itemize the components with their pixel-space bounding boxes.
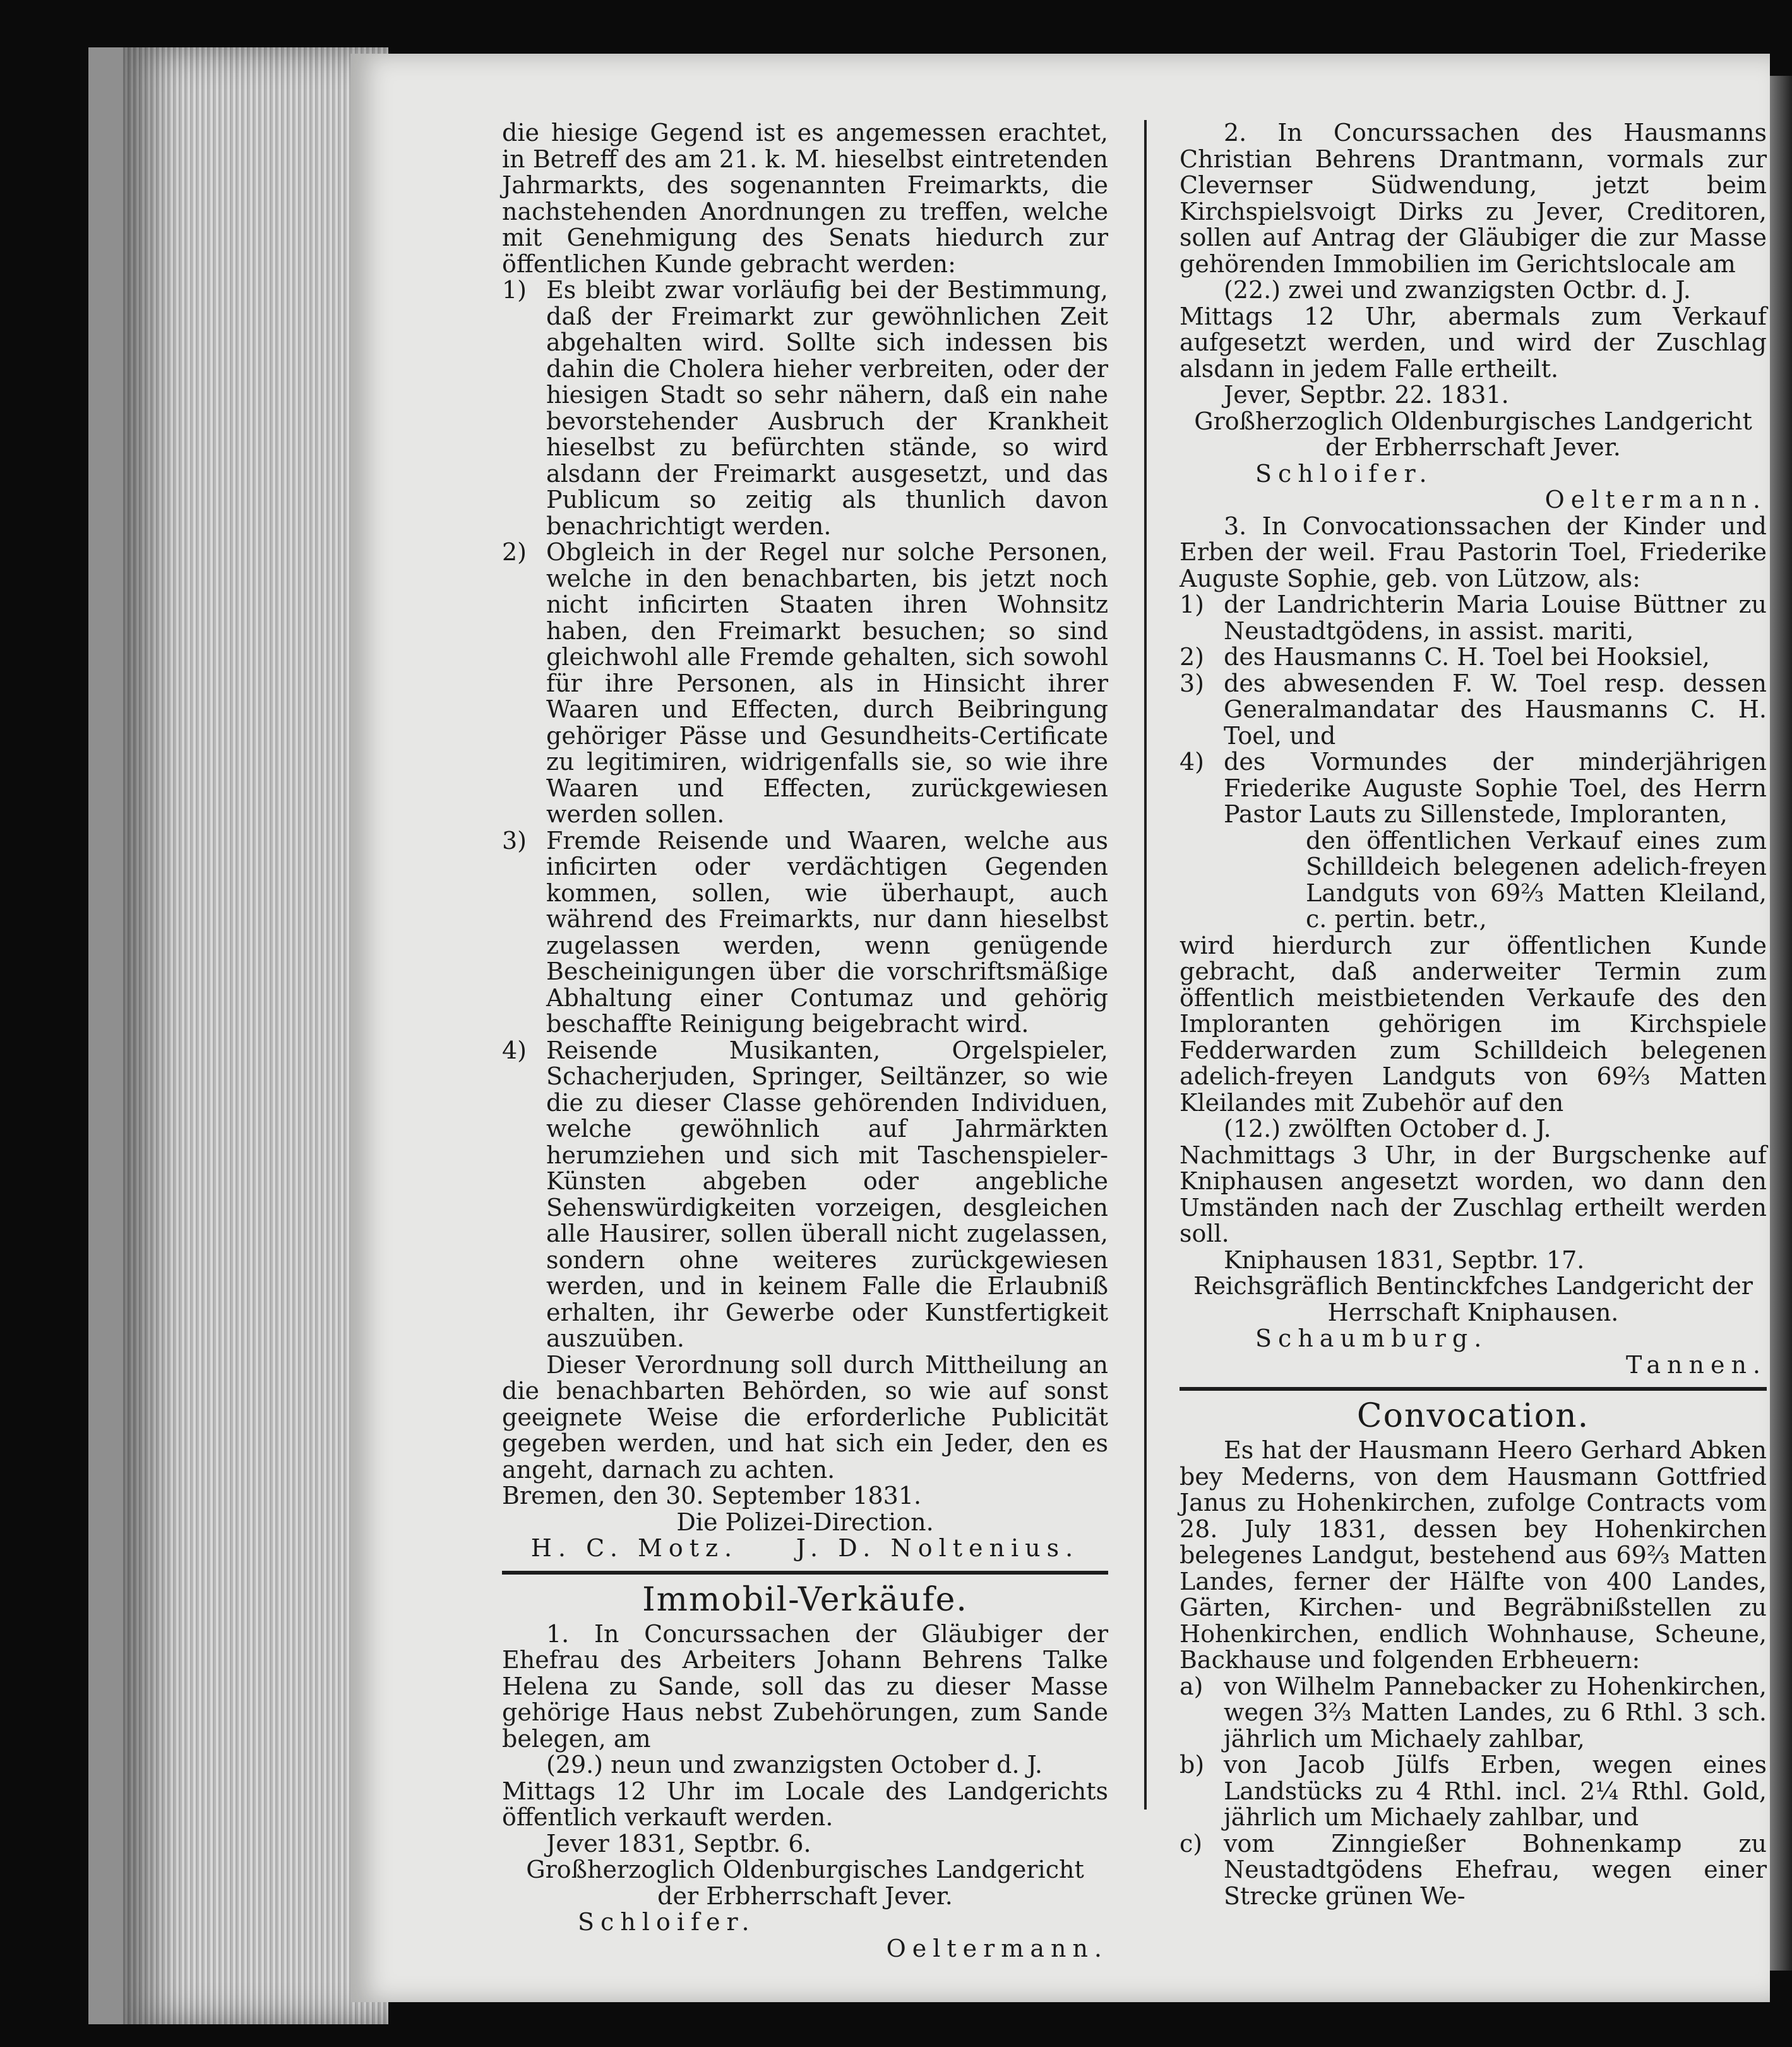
item-text: der Landrichterin Maria Louise Büttner zu Neustadtgödens, in assist. mariti,: [1224, 591, 1767, 645]
item-number: 2): [502, 538, 527, 566]
signatory: Oeltermann.: [1544, 486, 1767, 513]
item-text: vom Zinngießer Bohnenkamp zu Neustadtgödens Ehefrau, wegen einer Strecke grünen We-: [1224, 1829, 1767, 1910]
list-item: [502, 539, 1108, 828]
item-text: von Wilhelm Pannebacker zu Hohenkirchen, wegen 3⅔ Matten Landes, zu 6 Rthl. 3 sch. jährlich um Michaely zahlbar,: [1224, 1672, 1767, 1753]
signatory: Schloifer.: [1255, 459, 1433, 488]
list-item: [502, 1038, 1108, 1352]
notice-after-text: wird hierdurch zur öffentlichen Kunde gebracht, daß anderweiter Termin zum öffentlich meistbietenden Verkaufe des den Imploranten gehörigen im Kirchspiele Fedderwarden zum Schilldeich belegenen adelich-freyen Landguts von 69⅔ Matten Kleilandes mit Zubehör auf den: [1180, 931, 1767, 1117]
notice-object: den öffentlichen Verkauf eines zum Schilldeich belegenen adelich-freyen Landguts von 69⅔ Matten Kleiland, c. pertin. betr.,: [1306, 826, 1767, 933]
notice-date-line: (22.) zwei und zwanzigsten Octbr. d. J.: [1224, 276, 1691, 304]
signatory: Schaumburg.: [1255, 1324, 1488, 1352]
list-item: [1180, 1752, 1767, 1831]
section-title: Convocation.: [1356, 1397, 1590, 1435]
notice-place-date: Kniphausen 1831, Septbr. 17.: [1224, 1246, 1585, 1274]
item-text: Es bleibt zwar vorläufig bei der Bestimmung, daß der Freimarkt zur gewöhnlichen Zeit abgehalten wird. Sollte sich indessen bis dahin die Cholera hieher verbreiten, oder der hiesigen Stadt so sehr nähern, daß ein nahe bevorstehender Ausbruch der Krankheit hieselbst zu befürchten stände, so wird alsdann der Freimarkt ausgesetzt, und das Publicum so zeitig als thunlich davon benachrichtigt werden.: [546, 276, 1108, 540]
item-number: c): [1180, 1829, 1203, 1858]
facing-page-edge: [1770, 76, 1792, 1971]
section-divider: [1180, 1387, 1767, 1391]
section-divider: [502, 1571, 1108, 1575]
court-name: Reichsgräflich Bentinckfches Landgericht der Herrschaft Kniphausen.: [1193, 1272, 1753, 1326]
item-text: des Vormundes der minderjährigen Friederike Auguste Sophie Toel, des Herrn Pastor Lauts zu Sillenstede, Imploranten,: [1224, 748, 1767, 828]
list-item: [1180, 1831, 1767, 1910]
notice-text: 3. In Convocationssachen der Kinder und Erben der weil. Frau Pastorin Toel, Friederike Auguste Sophie, geb. von Lützow, als:: [1180, 512, 1767, 592]
list-item: [1180, 1674, 1767, 1753]
convocation-text: Es hat der Hausmann Heero Gerhard Abken bey Mederns, von dem Hausmann Gottfried Janus zu Hohenkirchen, zufolge Contracts vom 28. July 1831, dessen bey Hohenkirchen belegenes Landgut, bestehend aus 69⅔ Matten Landes, ferner der Hälfte von 400 Landes, Gärten, Kirchen- und Begräbnißstellen zu Hohenkirchen, endlich Wohnhause, Scheune, Backhause und folgenden Erbheuern:: [1180, 1436, 1767, 1674]
column-divider: [1144, 120, 1147, 1810]
section-title: Immobil-Verkäufe.: [642, 1580, 968, 1619]
notice-text: 1. In Concurssachen der Gläubiger der Ehefrau des Arbeiters Johann Behrens Talke Helena zu Sande, soll das zu dieser Masse gehörige Haus nebst Zubehörungen, zum Sande belegen, am: [502, 1619, 1108, 1753]
item-number: 2): [1180, 643, 1205, 671]
court-name: Großherzoglich Oldenburgisches Landgericht der Erbherrschaft Jever.: [526, 1856, 1084, 1910]
closing-paragraph: Dieser Verordnung soll durch Mittheilung an die benachbarten Behörden, so wie auf sonst geeignete Weise die erforderliche Publicität gegeben werden, und hat sich ein Jeder, den es angeht, darnach zu achten.: [502, 1350, 1108, 1484]
signatory: Oeltermann.: [886, 1934, 1108, 1962]
notice-after-text: Mittags 12 Uhr, abermals zum Verkauf aufgesetzt werden, und wird der Zuschlag alsdann in jedem Falle ertheilt.: [1180, 302, 1767, 383]
court-name: Großherzoglich Oldenburgisches Landgericht der Erbherrschaft Jever.: [1194, 407, 1752, 461]
intro-paragraph: die hiesige Gegend ist es angemessen erachtet, in Betreff des am 21. k. M. hieselbst eintretenden Jahrmarkts, des sogenannten Freimarkts, die nachstehenden Anordnungen zu treffen, welche mit Genehmigung des Senats hiedurch zur öffentlichen Kunde gebracht werden:: [502, 119, 1108, 278]
item-number: b): [1180, 1751, 1205, 1779]
item-number: a): [1180, 1672, 1204, 1700]
item-number: 3): [502, 826, 527, 855]
signatory: Schloifer.: [578, 1908, 756, 1936]
item-text: Fremde Reisende und Waaren, welche aus inficirten oder verdächtigen Gegenden kommen, sollen, wie überhaupt, auch während des Freimarkts, nur dann hieselbst zugelassen werden, wenn genügende Bescheinigungen über die vorschriftsmäßige Abhaltung einer Contumaz und gehörig beschaffte Reinigung beigebracht wird.: [546, 826, 1108, 1038]
item-text: des abwesenden F. W. Toel resp. dessen Generalmandatar des Hausmanns C. H. Toel, und: [1224, 669, 1767, 750]
item-text: von Jacob Jülfs Erben, wegen eines Landstücks zu 4 Rthl. incl. 2¼ Rthl. Gold, jährlich um Michaely zahlbar, und: [1224, 1751, 1767, 1831]
list-item: [502, 277, 1108, 539]
item-text: Reisende Musikanten, Orgelspieler, Schacherjuden, Springer, Seiltänzer, so wie die zu dieser Classe gehörenden Individuen, welche gewöhnlich auf Jahrmärkten herumziehen und sich mit Taschenspieler-Künsten abgeben oder angebliche Sehenswürdigkeiten vorzeigen, desgleichen alle Hausirer, sollen überall nicht zugelassen, sondern ohne weiteres zurückgewiesen werden, und in keinem Falle die Erlaubniß erhalten, ihr Gewerbe oder Kunstfertigkeit auszuüben.: [546, 1036, 1108, 1352]
item-number: 3): [1180, 669, 1205, 697]
item-text: Obgleich in der Regel nur solche Personen, welche in den benachbarten, bis jetzt noch nicht inficirten Staaten ihren Wohnsitz haben, den Freimarkt besuchen; so sind gleichwohl alle Fremde gehalten, sich sowohl für ihre Personen, als in Hinsicht ihrer Waaren und Effecten, durch Beibringung gehöriger Pässe und Gesundheits-Certificate zu legitimiren, widrigenfalls sie, so wie ihre Waaren und Effecten, zurückgewiesen werden sollen.: [546, 538, 1108, 828]
list-item: [1180, 592, 1767, 644]
right-column: [1180, 120, 1767, 1909]
signatory: Tannen.: [1625, 1350, 1767, 1379]
signature-row: [502, 1535, 1108, 1562]
notice-date-line: (29.) neun und zwanzigsten October d. J.: [546, 1751, 1042, 1779]
item-number: 4): [502, 1036, 527, 1064]
item-text: des Hausmanns C. H. Toel bei Hooksiel,: [1224, 643, 1710, 671]
list-item: [1180, 749, 1767, 828]
list-item: [502, 828, 1108, 1038]
item-number: 4): [1180, 748, 1205, 776]
notice-place-date: Jever 1831, Septbr. 6.: [546, 1829, 811, 1858]
place-date: Bremen, den 30. September 1831.: [502, 1482, 922, 1510]
signatory: J. D. Noltenius.: [796, 1534, 1080, 1562]
notice-after-text: Mittags 12 Uhr im Locale des Landgerichts öffentlich verkauft werden.: [502, 1777, 1108, 1831]
notice-after-text: Nachmittags 3 Uhr, in der Burgschenke auf Kniphausen angesetzt worden, wo dann den Umständen nach der Zuschlag ertheilt werden soll.: [1180, 1141, 1767, 1247]
signatory: H. C. Motz.: [530, 1534, 739, 1562]
list-item: [1180, 644, 1767, 671]
issuing-authority: Die Polizei-Direction.: [676, 1508, 934, 1536]
notice-place-date: Jever, Septbr. 22. 1831.: [1224, 381, 1509, 409]
list-item: [1180, 671, 1767, 750]
left-column: [502, 120, 1108, 1962]
notice-date-line: (12.) zwölften October d. J.: [1224, 1115, 1551, 1143]
item-number: 1): [502, 276, 527, 304]
item-number: 1): [1180, 591, 1205, 618]
notice-text: 2. In Concurssachen des Hausmanns Christian Behrens Drantmann, vormals zur Clevernser Südwendung, jetzt beim Kirchspielsvoigt Dirks zu Jever, Creditoren, sollen auf Antrag der Gläubiger die zur Masse gehörenden Immobilien im Gerichtslocale am: [1180, 119, 1767, 278]
book-page-edges: [88, 47, 388, 2024]
